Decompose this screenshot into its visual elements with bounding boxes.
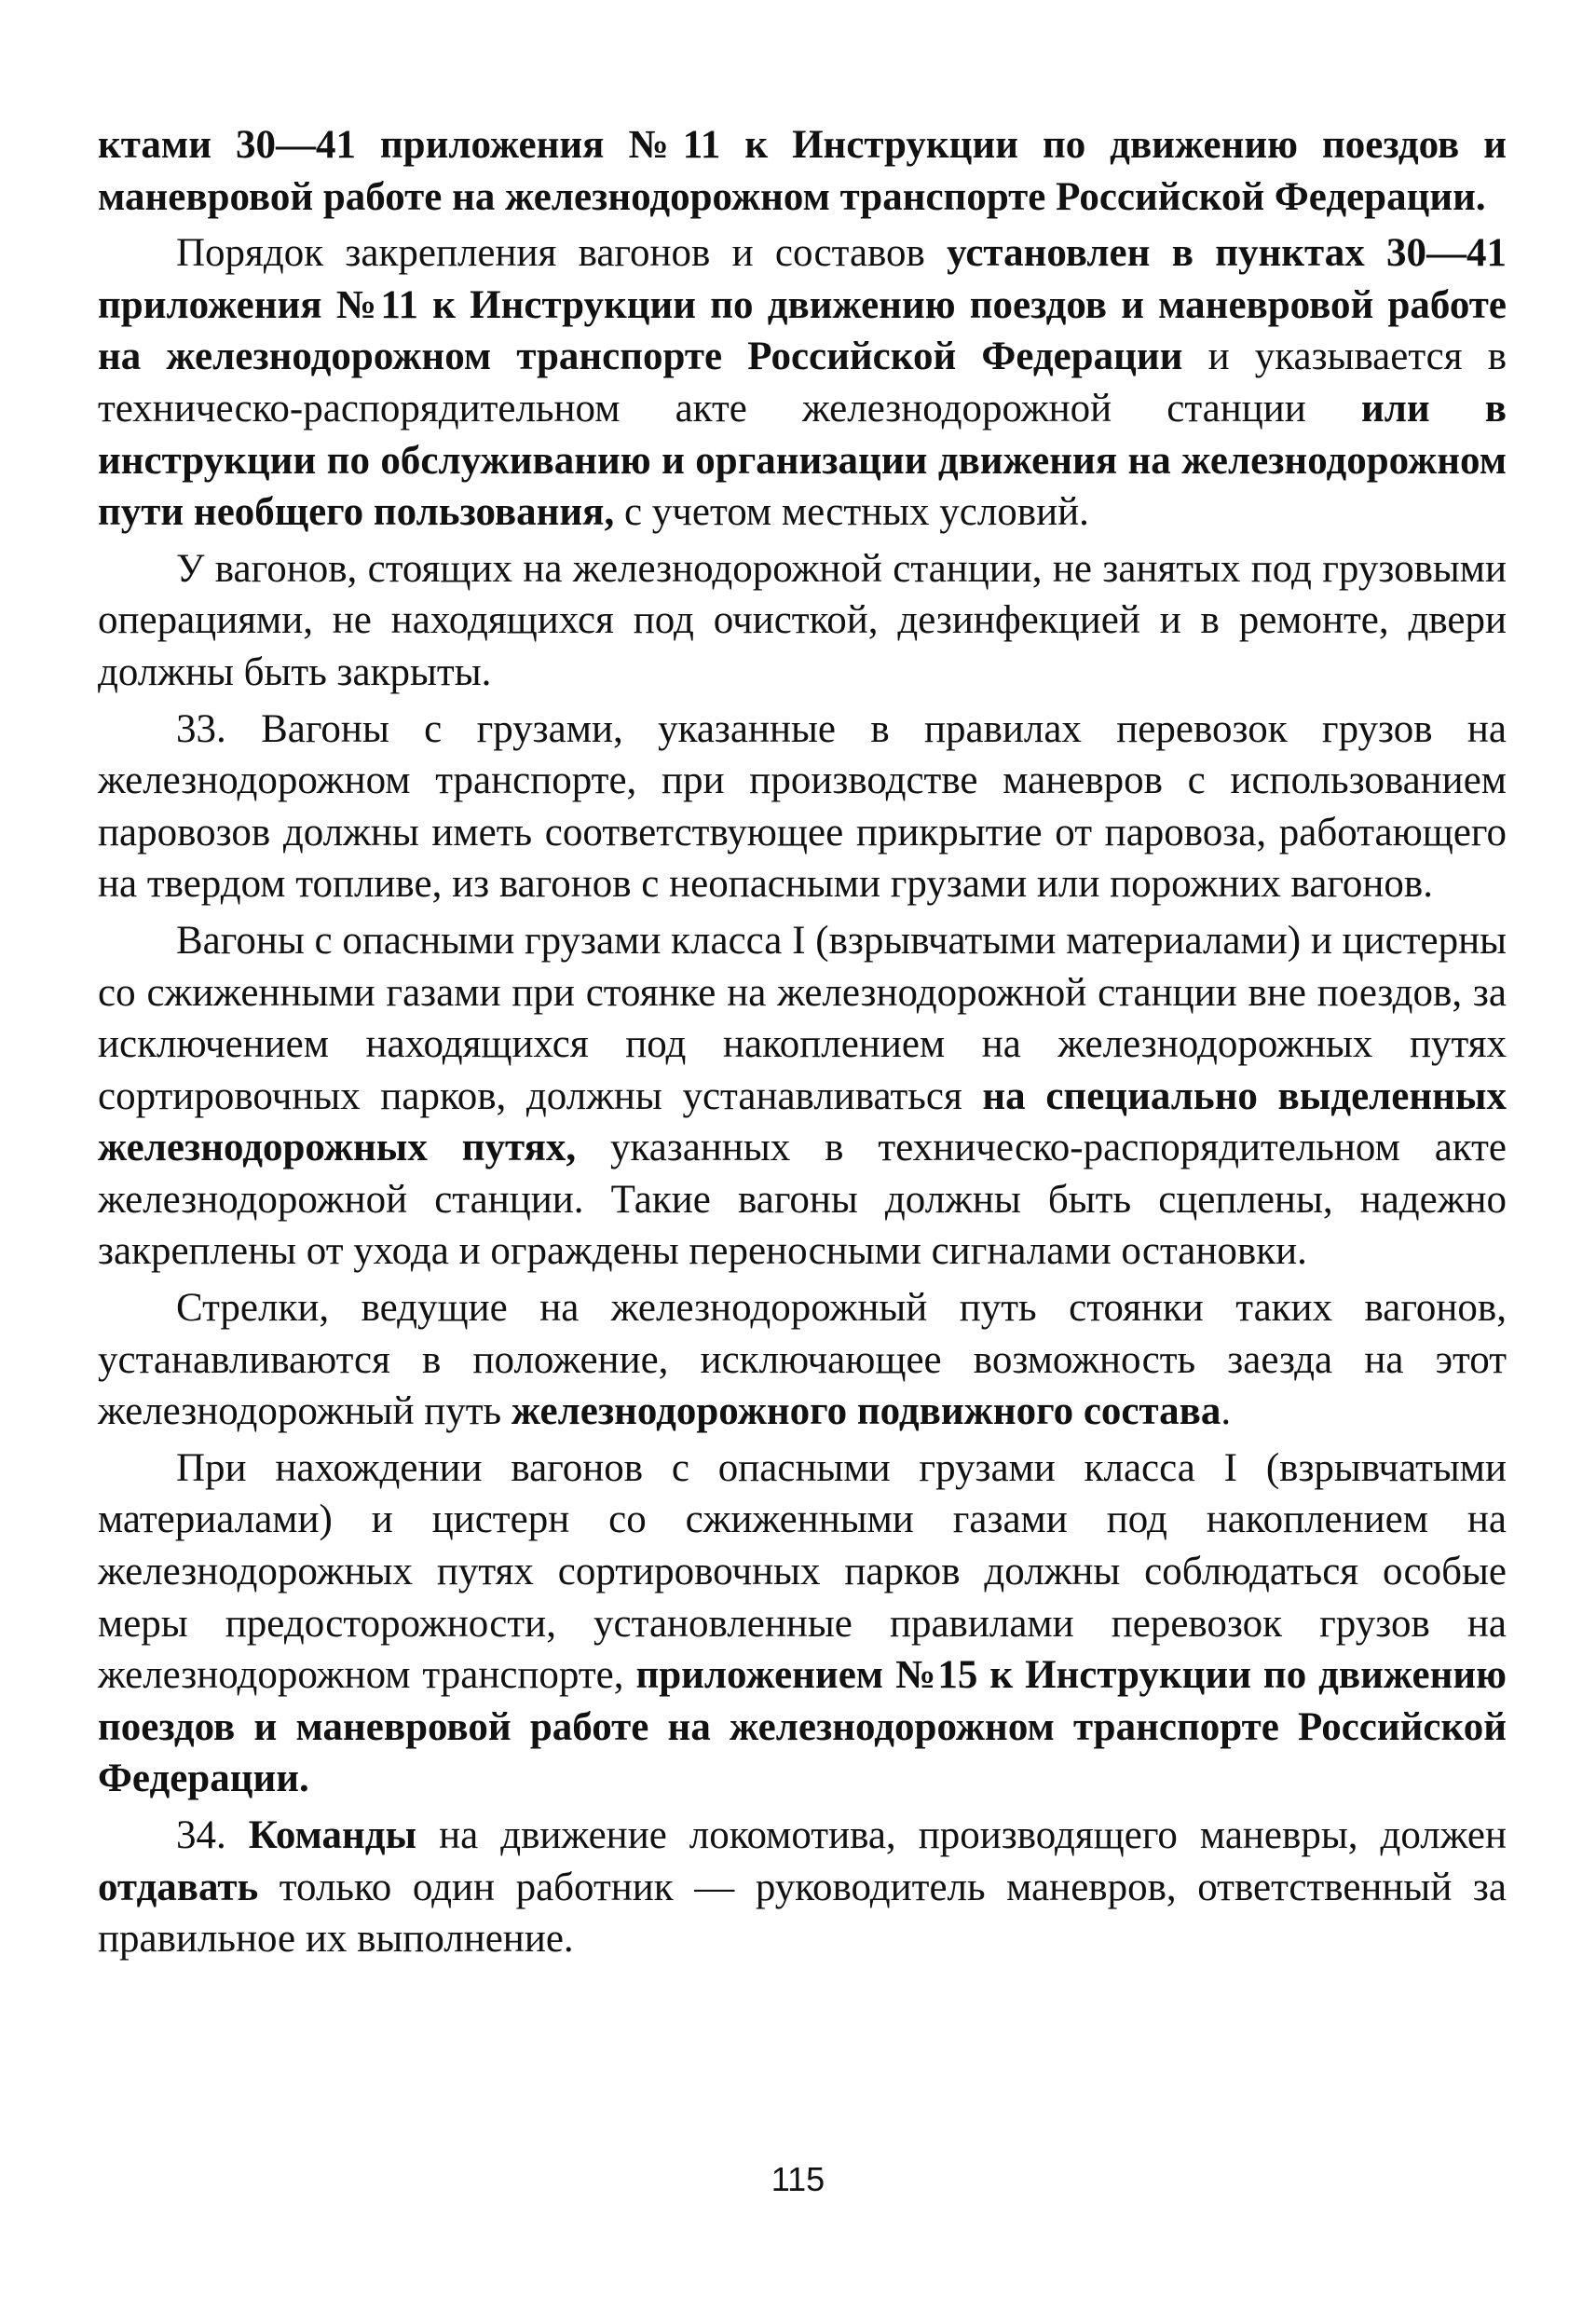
text-run: Вагоны с опасными грузами класса I (взрывчатыми материалами) и цистерны со сжиженными газами при стоянке на железнодорожной станции вне поездов, за исключением находящихся под накоплением на железнодорожных путях сортировочных парков, должны устанавливаться [98,918,1507,1118]
paragraph-3 [98,543,1507,699]
paragraph-6 [98,1282,1507,1438]
text-run-bold: железнодорожного подвижного состава [511,1389,1221,1434]
text-run-bold: Команды [248,1813,417,1857]
text-run-bold: отдавать [98,1865,259,1909]
paragraph-1 [98,119,1507,223]
text-run: . [1221,1389,1232,1434]
text-run-bold: приложением №15 к Инструкции по движению поездов и маневровой работе на железнодорожном транспорте Российской Федерации. [98,1653,1507,1801]
page-body [98,119,1507,1970]
text-run-bold: или в инструкции по обслуживанию и организации движения на железнодорожном пути необщего пользования, [98,386,1507,535]
paragraph-4-item-33 [98,704,1507,910]
page-number: 115 [771,2160,825,2198]
text-run: Порядок закрепления вагонов и составов [176,231,948,276]
text-run: 34. [176,1813,249,1857]
text-run-bold: установлен в пунктах 30—41 приложения №11 к Инструкции по движению поездов и маневровой работе на железнодорожном транспорте Российской Федерации [98,231,1507,379]
text-run: Стрелки, ведущие на железнодорожный путь стоянки таких вагонов, устанавливаются в положение, исключающее возможность заезда на этот железнодорожный путь [98,1286,1507,1434]
text-run: на движение локомотива, производящего маневры, должен [416,1813,1507,1857]
text-run: У вагонов, стоящих на железнодорожной станции, не занятых под грузовыми операциями, не находящихся под очисткой, дезинфекцией и в ремонте, двери должны быть закрыты. [98,546,1507,694]
text-run: При нахождении вагонов с опасными грузами класса I (взрывчатыми материалами) и цистерн со сжиженными газами под накоплением на железнодорожных путях сортировочных парков должны соблюдаться особые меры предосторожности, установленные правилами перевозок грузов на железнодорожном транспорте, [98,1445,1507,1698]
text-run-bold: на специально выделенных железнодорожных путях, [98,1073,1507,1170]
paragraph-5 [98,915,1507,1278]
text-run: ктами 30—41 приложения №11 к Инструкции по движению поездов и маневровой работе на железнодорожном транспорте Российской Федерации. [98,123,1507,219]
paragraph-2 [98,227,1507,539]
text-run: и указывается в техническо-распорядительном акте железнодорожной станции [98,335,1507,431]
text-run: с учетом местных условий. [614,490,1089,535]
paragraph-7 [98,1443,1507,1805]
text-run: только один работник — руководитель маневров, ответственный за правильное их выполнение. [98,1865,1507,1962]
text-run: указанных в техническо-распорядительном акте железнодорожной станции. Такие вагоны должны быть сцеплены, надежно закреплены от ухода и ограждены переносными сигналами остановки. [98,1126,1507,1274]
text-run: 33. Вагоны с грузами, указанные в правилах перевозок грузов на железнодорожном транспорте, при производстве маневров с использованием паровозов должны иметь соответствующее прикрытие от паровоза, работающего на твердом топливе, из вагонов с неопасными грузами или порожних вагонов. [98,706,1507,907]
paragraph-8-item-34 [98,1810,1507,1965]
